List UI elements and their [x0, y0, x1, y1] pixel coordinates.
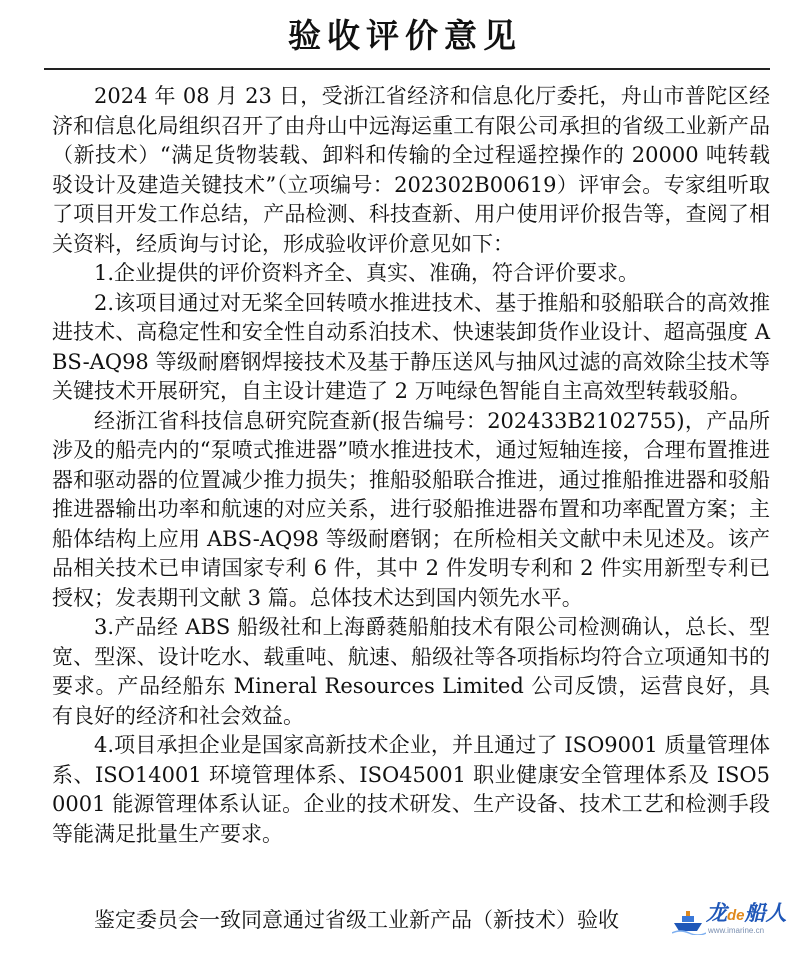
paragraph-conclusion: 鉴定委员会一致同意通过省级工业新产品（新技术）验收 [94, 908, 619, 932]
watermark-brand-part2: de [727, 907, 745, 924]
paragraph-novelty-search: 经浙江省科技信息研究院查新(报告编号：202433B2102755)，产品所涉及的船壳内的“泵喷式推进器”喷水推进技术，通过短轴连接，合理布置推进器和驱动器的位置减少推力损失；推船驳船联合推进，通过推船推进器和驳船推进器输出功率和航速的对应关系，进行驳船推进器布置和功率配置方案；主船体结构上应用 ABS-AQ98 等级耐磨钢；在所检相关文献中未见述及。该产品相关技术已申请国家专利 6 件，其中 2 件发明专利和 2 件实用新型专利已授权；发表期刊文献 3 篇。总体技术达到国内领先水平。 [52, 408, 770, 610]
watermark-url: www.imarine.cn [708, 926, 765, 935]
paragraph-item-2: 2.该项目通过对无桨全回转喷水推进技术、基于推船和驳船联合的高效推进技术、高稳定性和安全性自动系泊技术、快速装卸货作业设计、超高强度 ABS-AQ98 等级耐磨钢焊接技术及基于静压送风与抽风过滤的高效除尘技术等关键技术开展研究，自主设计建造了 2 万吨绿色智能自主高效型转载驳船。 [52, 290, 770, 403]
paragraph-item-3: 3.产品经 ABS 船级社和上海爵蕤船舶技术有限公司检测确认，总长、型宽、型深、设计吃水、载重吨、航速、船级社等各项指标均符合立项通知书的要求。产品经船东 Mineral Resources Limited 公司反馈，运营良好，具有良好的经济和社会效益。 [52, 615, 770, 728]
watermark-brand [706, 901, 787, 929]
paragraph-intro: 2024 年 08 月 23 日，受浙江省经济和信息化厅委托，舟山市普陀区经济和信息化局组织召开了由舟山中远海运重工有限公司承担的省级工业新产品（新技术）“满足货物装载、卸料和传输的全过程遥控操作的 20000 吨转载驳设计及建造关键技术”（立项编号：202302B00619）评审会。专家组听取了项目开发工作总结，产品检测、科技查新、用户使用评价报告等，查阅了相关资料，经质询与讨论，形成验收评价意见如下： [52, 84, 770, 256]
document-body [52, 82, 770, 849]
watermark-brand-part3: 船人 [744, 902, 787, 925]
paragraph-item-1: 1.企业提供的评价资料齐全、真实、准确，符合评价要求。 [94, 261, 640, 285]
watermark-brand-part1: 龙 [706, 902, 727, 925]
document-title: 验收评价意见 [288, 16, 522, 55]
site-watermark [672, 901, 804, 941]
title-divider [44, 68, 770, 70]
paragraph-item-4: 4.项目承担企业是国家高新技术企业，并且通过了 ISO9001 质量管理体系、ISO14001 环境管理体系、ISO45001 职业健康安全管理体系及 ISO50001 能源管理体系认证。企业的技术研发、生产设备、技术工艺和检测手段等能满足批量生产要求。 [52, 733, 770, 846]
ship-logo-icon [672, 907, 706, 935]
